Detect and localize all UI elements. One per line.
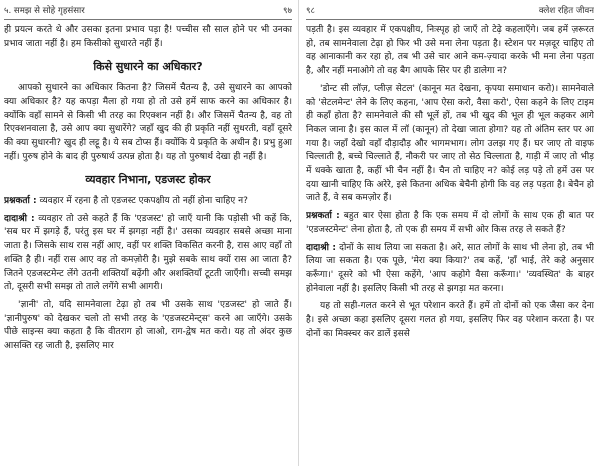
speaker-label: दादाश्री : xyxy=(306,242,336,253)
dialogue-paragraph xyxy=(4,213,292,295)
dialogue-text: व्यवहार तो उसे कहते हैं कि 'एडजस्ट' हो जाएँ यानी कि पड़ोसी भी कहें कि, 'सब घर में झगड़े हैं, परंतु इस घर में झगड़ा नहीं है।' उसका व्यवहार सबसे अच्छा माना जाता है। जिसके साथ रास नहीं आए, वहीं पर शक्ति विकसित करनी है, रास आए वहाँ तो शक्ति है ही। नहीं रास आए वह तो कमज़ोरी है। मुझे सबके साथ क्यों रास आ जाता है? जितने एडजस्टमेन्ट लेंगे उतनी शक्तियाँ बढ़ेंगी और अशक्तियाँ टूटती जाएँगी। सच्ची समझ तो, दूसरी सभी समझ तो ताले लगेंगे सभी आगरी। xyxy=(4,213,292,293)
section-heading: किसे सुधारने का अधिकार? xyxy=(93,60,203,74)
left-running-header xyxy=(4,4,292,18)
dialogue-paragraph xyxy=(4,195,292,209)
left-page xyxy=(4,0,292,466)
section-heading: व्यवहार निभाना, एडजस्ट होकर xyxy=(85,173,211,187)
dialogue-text: दोनों के साथ लिया जा सकता है। अरे, सात लोगों के साथ भी लेना हो, तब भी लिया जा सकता है। एक पूछे, 'मेरा क्या किया?' तब कहें, 'हाँ भाई, तेरे कहे अनुसार करूँगा।' दूसरे को भी ऐसा कहेंगे, 'आप कहोगे वैसा करूँगा।' 'व्यवस्थित' के बाहर होनेवाला नहीं है। इसलिए किसी भी तरह से झगड़ा मत करना। xyxy=(306,242,594,294)
left-page-body xyxy=(4,24,292,466)
right-page xyxy=(306,0,594,466)
speaker-label: दादाश्री : xyxy=(4,213,35,224)
body-paragraph: 'ज्ञानी' तो, यदि सामनेवाला टेढ़ा हो तब भी उसके साथ 'एडजस्ट' हो जाते हैं। 'ज्ञानीपुरुष' को देखकर चलो तो सभी तरह के 'एडजस्टमेन्ट्स' करने आ जाएँगे। उसके पीछे साइन्स क्या कहता है कि वीतराग हो जाओ, राग-द्वेष मत करो। यह तो अंदर कुछ आसक्ति रह जाती है, इसलिए मार xyxy=(4,299,292,352)
dialogue-paragraph xyxy=(306,210,594,237)
page-gutter xyxy=(298,0,299,466)
left-page-number: ९७ xyxy=(283,6,292,16)
body-paragraph: यह तो सही-गलत करने से भूत परेशान करते हैं। हमें तो दोनों को एक जैसा कर देना है। इसे अच्छा कहा इसलिए दूसरा गलत हो गया, इसलिए फिर वह परेशान करता है। पर दोनों का मिक्स्चर कर डालें इससे xyxy=(306,301,594,339)
speaker-label: प्रश्नकर्ता : xyxy=(306,211,340,222)
body-paragraph: पड़ती है। इस व्यवहार में एकपक्षीय, निःस्पृह हो जाएँ तो टेढ़े कहलाएँगे। जब हमें ज़रूरत हो, तब सामनेवाला टेढ़ा हो फिर भी उसे मना लेना पड़ता है। स्टेशन पर मज़दूर चाहिए तो वह आनाकानी कर रहा हो, तब भी उसे चार आने कम-ज़्यादा करके भी मना लेना पड़ता है, और नहीं मनाओगे तो वह बैग आपके सिर पर ही डालेगा न? xyxy=(306,25,594,77)
dialogue-text: बहुत बार ऐसा होता है कि एक समय में दो लोगों के साथ एक ही बात पर 'एडजस्टमेन्ट' लेना होता है, तो एक ही समय में सभी ओर किस तरह ले सकते हैं? xyxy=(306,211,594,235)
right-running-header xyxy=(306,4,594,18)
right-page-number: ९८ xyxy=(306,6,315,16)
body-paragraph: 'डोन्ट सी लॉज़, प्लीज़ सेटल' (कानून मत देखना, कृपया समाधान करो)। सामनेवाले को 'सेटलमेन्ट' लेने के लिए कहना, 'आप ऐसा करो, वैसा करो', ऐसा कहने के लिए टाइम ही कहाँ होता है? सामनेवाले की सौ भूलें हों, तब भी खुद की भूल ही भूल कहकर आगे निकल जाना है। इस काल में लॉ (कानून) तो देखा जाता होगा? यह तो अंतिम स्तर पर आ गया है। जहाँ देखो वहाँ दौड़ादौड़ और भागमभाग। लोग उलझ गए हैं। घर जाए तो वाइफ चिल्लाती है, बच्चे चिल्लाते हैं, नौकरी पर जाए तो सेठ चिल्लाता है, गाड़ी में जाए तो भीड़ में धक्के खाता है, कहीं भी चैन नहीं है। चैन तो चाहिए न? कोई लड़ पड़े तो हमें उस पर दया खानी चाहिए कि अरेरे, इसे कितना अधिक बेचैनी होगी कि वह लड़ पड़ता है। बेचैन हो जाते हैं, वे सब कमज़ोर हैं। xyxy=(306,83,594,204)
body-paragraph: आपको सुधारने का अधिकार कितना है? जिसमें चैतन्य है, उसे सुधारने का आपको क्या अधिकार है? यह कपड़ा मैला हो गया हो तो उसे हमें साफ करने का अधिकार है। क्योंकि वहाँ सामने से किसी भी तरह का रिएक्शन नहीं है। और जिसमें चैतन्य है, वह तो रिएक्शनवाला है, उसे आप क्या सुधारेंगे? जहाँ खुद की ही प्रकृति नहीं सुधरती, वहाँ दूसरे की क्या सुधारनी? खुद ही लट्टू है। ये सब टोप्स हैं। क्योंकि ये प्रकृति के अधीन है। प्रभु हुआ नहीं। पुरुष होने के बाद ही पुरुषार्थ उत्पन्न होता है। यह तो पुरुषार्थ देखा ही नहीं है। xyxy=(4,83,292,162)
left-header-title: ५. समझ से सोहे गृहसंसार xyxy=(4,6,85,16)
left-header-rule xyxy=(4,19,292,20)
speaker-label: प्रश्नकर्ता : xyxy=(4,196,37,207)
right-page-body xyxy=(306,24,594,466)
right-header-title: क्लेश रहित जीवन xyxy=(538,6,594,16)
dialogue-text: व्यवहार में रहना है तो एडजस्ट एकपक्षीय तो नहीं होना चाहिए न? xyxy=(36,196,248,207)
dialogue-paragraph xyxy=(306,242,594,297)
right-header-rule xyxy=(306,19,594,20)
body-paragraph: ही प्रयत्न करते थे और उसका इतना प्रभाव पड़ा है! पच्चीस सौ साल होने पर भी उनका प्रभाव जाता नहीं है। हम किसीको सुधारते नहीं हैं। xyxy=(4,25,292,49)
